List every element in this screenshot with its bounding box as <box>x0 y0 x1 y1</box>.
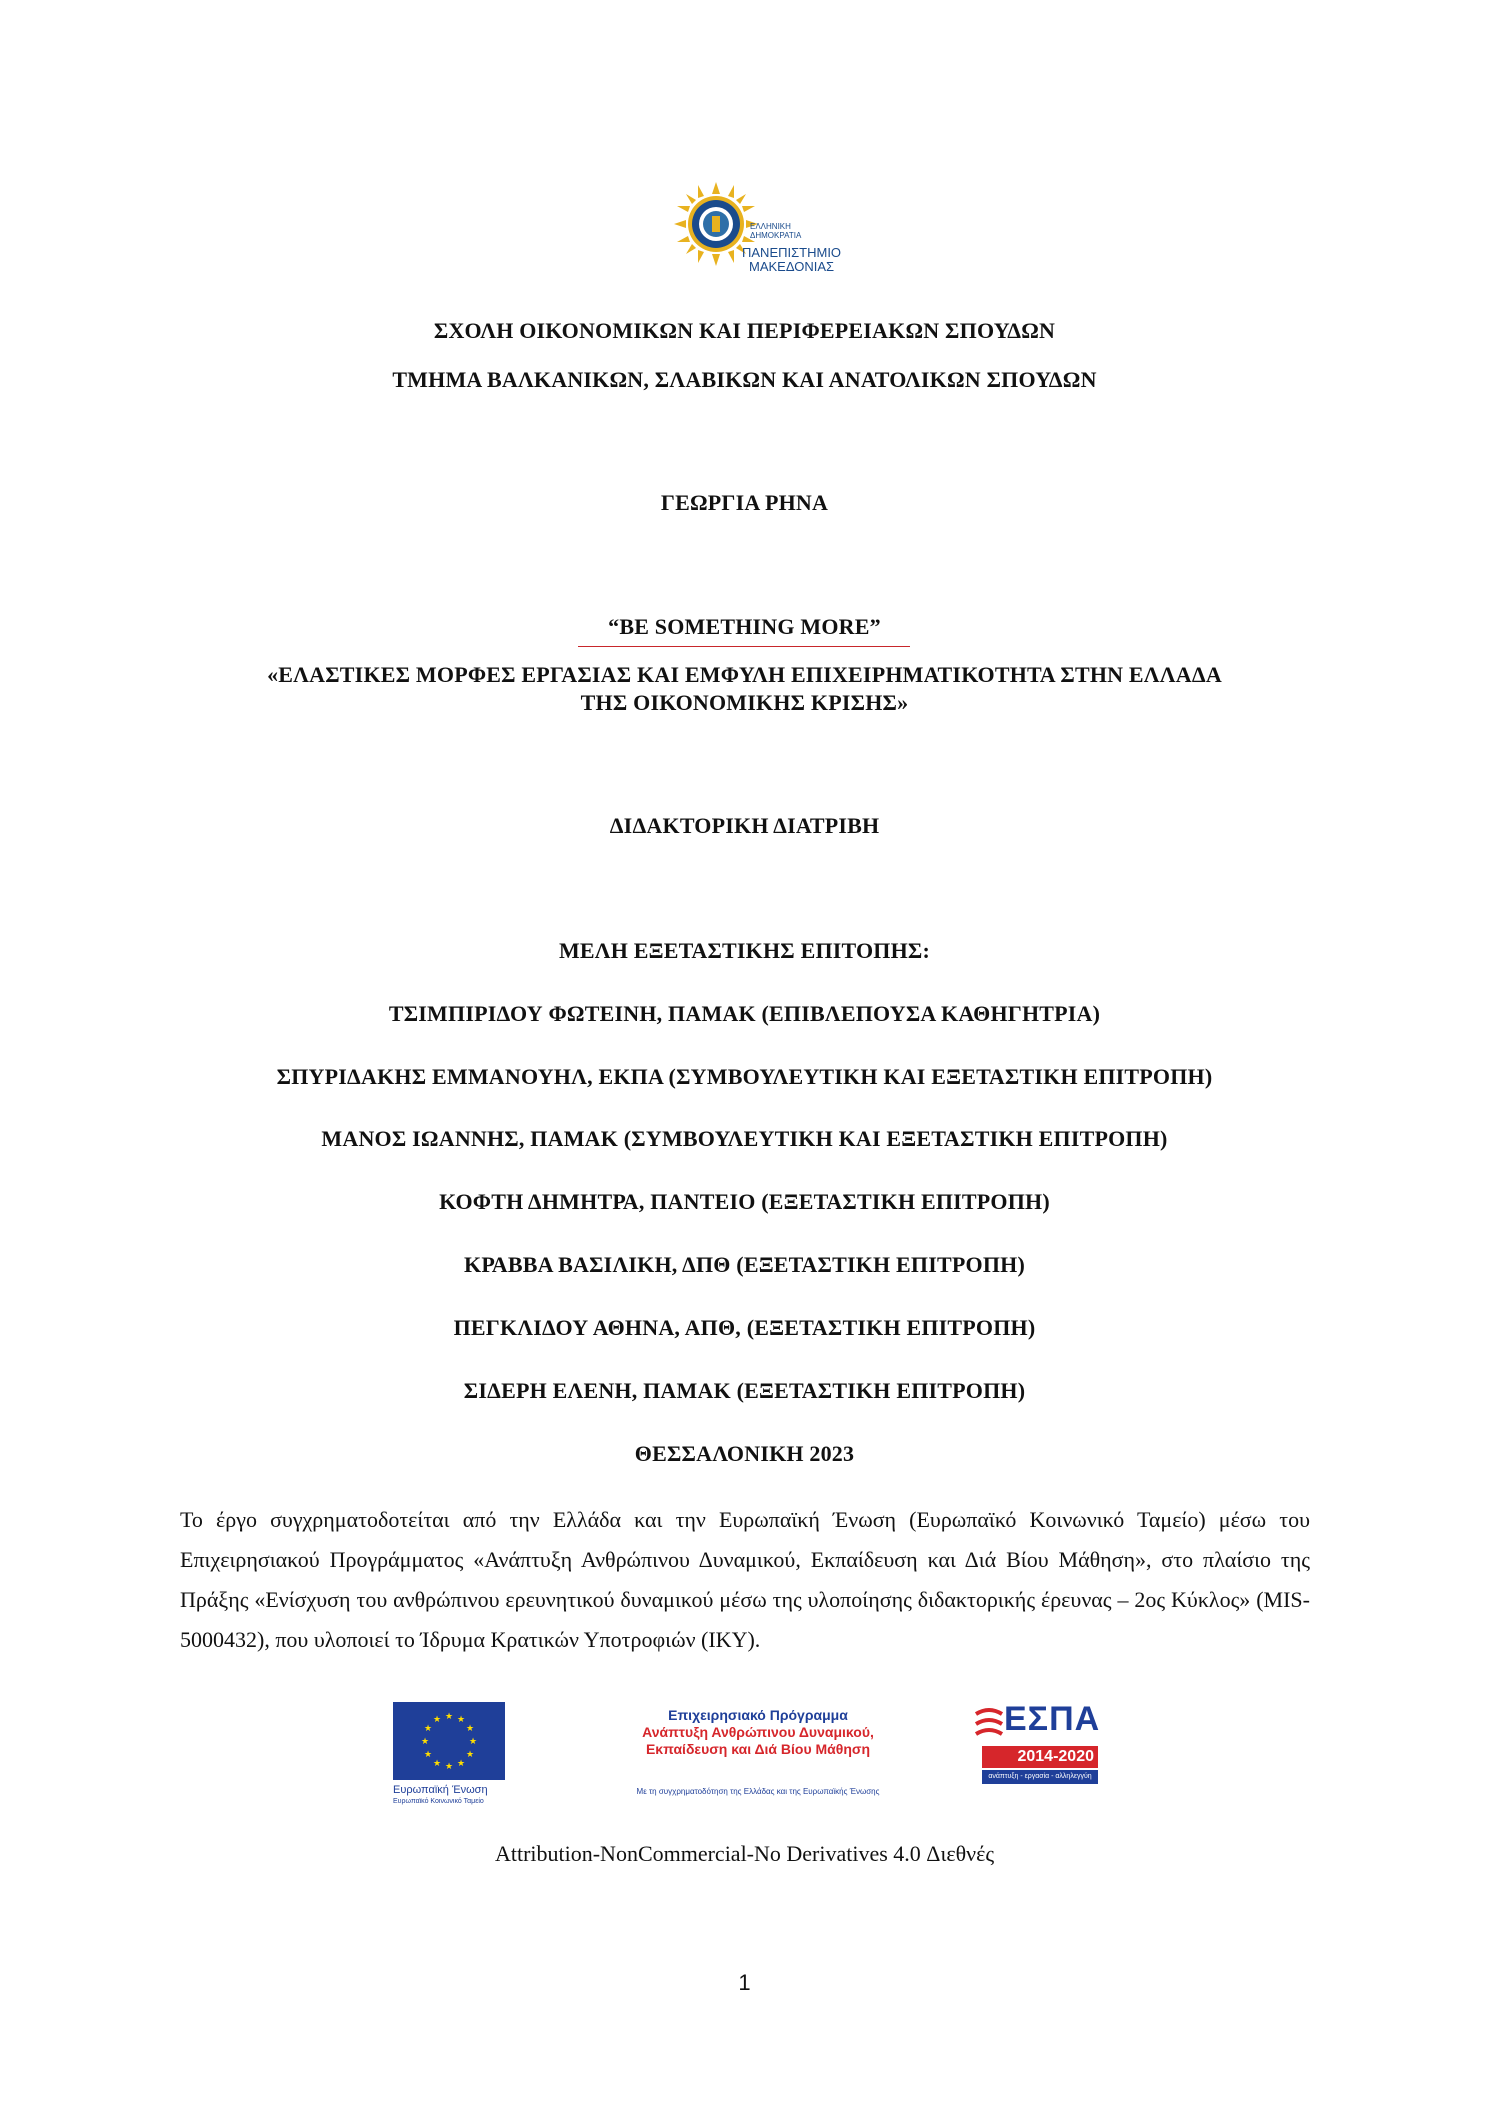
committee-member: ΚΟΦΤΗ ΔΗΜΗΤΡΑ, ΠΑΝΤΕΙΟ (ΕΞΕΤΑΣΤΙΚΗ ΕΠΙΤΡΟΠΗ) <box>439 1189 1050 1214</box>
motto: “BE SOMETHING MORE” <box>608 614 881 639</box>
author-name: ΓΕΩΡΓΙΑ ΡΗΝΑ <box>660 490 829 515</box>
thesis-title-line-1: «ΕΛΑΣΤΙΚΕΣ ΜΟΡΦΕΣ ΕΡΓΑΣΙΑΣ ΚΑΙ ΕΜΦΥΛΗ ΕΠΙΧΕΙΡΗΜΑΤΙΚΟΤΗΤΑ ΣΤΗΝ ΕΛΛΑΔΑ <box>267 662 1222 687</box>
eu-logo <box>393 1702 508 1812</box>
uni-logo-name: ΠΑΝΕΠΙΣΤΗΜΙΟ ΜΑΚΕΔΟΝΙΑΣ <box>742 245 842 274</box>
espa-years: 2014-2020 <box>982 1746 1098 1768</box>
svg-text:★: ★ <box>423 1724 433 1734</box>
committee-member: ΣΙΔΕΡΗ ΕΛΕΝΗ, ΠΑΜΑΚ (ΕΞΕΤΑΣΤΙΚΗ ΕΠΙΤΡΟΠΗ) <box>463 1378 1026 1403</box>
page-number: 1 <box>738 1970 751 1995</box>
committee-member: ΜΑΝΟΣ ΙΩΑΝΝΗΣ, ΠΑΜΑΚ (ΣΥΜΒΟΥΛΕΥΤΙΚΗ ΚΑΙ ΕΞΕΤΑΣΤΙΚΗ ΕΠΙΤΡΟΠΗ) <box>321 1126 1168 1151</box>
university-logo <box>672 180 842 280</box>
motto-underline <box>578 646 910 647</box>
committee-member: ΣΠΥΡΙΔΑΚΗΣ ΕΜΜΑΝΟΥΗΛ, ΕΚΠΑ (ΣΥΜΒΟΥΛΕΥΤΙΚΗ ΚΑΙ ΕΞΕΤΑΣΤΙΚΗ ΕΠΙΤΡΟΠΗ) <box>276 1064 1213 1089</box>
operational-programme-logo <box>583 1707 933 1802</box>
svg-text:★: ★ <box>456 1715 466 1725</box>
espa-stripes-icon <box>974 1706 1004 1746</box>
svg-text:★: ★ <box>465 1724 475 1734</box>
eu-flag-icon <box>393 1702 505 1780</box>
license-text: Attribution-NonCommercial-No Derivatives 4.0 Διεθνές <box>494 1841 995 1866</box>
committee-member: ΤΣΙΜΠΙΡΙΔΟΥ ΦΩΤΕΙΝΗ, ΠΑΜΑΚ (ΕΠΙΒΛΕΠΟΥΣΑ ΚΑΘΗΓΗΤΡΙΑ) <box>388 1001 1101 1026</box>
svg-text:★: ★ <box>456 1759 466 1769</box>
svg-text:★: ★ <box>420 1737 430 1747</box>
committee-member: ΠΕΓΚΛΙΔΟΥ ΑΘΗΝΑ, ΑΠΘ, (ΕΞΕΤΑΣΤΙΚΗ ΕΠΙΤΡΟΠΗ) <box>453 1315 1036 1340</box>
document-type: ΔΙΔΑΚΤΟΡΙΚΗ ΔΙΑΤΡΙΒΗ <box>609 813 880 838</box>
espa-logo <box>974 1700 1100 1794</box>
department-name: ΤΜΗΜΑ ΒΑΛΚΑΝΙΚΩΝ, ΣΛΑΒΙΚΩΝ ΚΑΙ ΑΝΑΤΟΛΙΚΩΝ ΣΠΟΥΔΩΝ <box>392 367 1097 392</box>
programme-title: Επιχειρησιακό Πρόγραμμα <box>668 1707 848 1723</box>
funding-statement: Το έργο συγχρηματοδοτείται από την Ελλάδα και την Ευρωπαϊκή Ένωση (Ευρωπαϊκό Κοινωνικό Ταμείο) μέσω του Επιχειρησιακού Προγράμματος «Ανάπτυξη Ανθρώπινου Δυναμικού, Εκπαίδευση και Διά Βίου Μάθηση», στο πλαίσιο της Πράξης «Ενίσχυση του ανθρώπινου ερευνητικού δυναμικού μέσω της υλοποίησης διδακτορικής έρευνας – 2ος Κύκλος» (MIS-5000432), που υλοποιεί το Ίδρυμα Κρατικών Υποτροφιών (ΙΚΥ). <box>180 1507 1310 1652</box>
espa-slogan: ανάπτυξη - εργασία - αλληλεγγύη <box>982 1770 1098 1784</box>
svg-text:★: ★ <box>444 1762 454 1772</box>
svg-text:★: ★ <box>423 1750 433 1760</box>
svg-text:★: ★ <box>432 1759 442 1769</box>
committee-member: ΚΡΑΒΒΑ ΒΑΣΙΛΙΚΗ, ΔΠΘ (ΕΞΕΤΑΣΤΙΚΗ ΕΠΙΤΡΟΠΗ) <box>464 1252 1025 1277</box>
committee-heading: ΜΕΛΗ ΕΞΕΤΑΣΤΙΚΗΣ ΕΠΙΤΟΠΗΣ: <box>558 938 931 963</box>
svg-text:★: ★ <box>432 1715 442 1725</box>
school-name: ΣΧΟΛΗ ΟΙΚΟΝΟΜΙΚΩΝ ΚΑΙ ΠΕΡΙΦΕΡΕΙΑΚΩΝ ΣΠΟΥΔΩΝ <box>433 318 1056 343</box>
programme-subtitle: Ανάπτυξη Ανθρώπινου Δυναμικού, Εκπαίδευση και Διά Βίου Μάθηση <box>642 1724 874 1757</box>
eu-label: Ευρωπαϊκή Ένωση <box>393 1784 488 1796</box>
eu-sublabel: Ευρωπαϊκό Κοινωνικό Ταμείο <box>393 1798 484 1805</box>
thesis-title-line-2: ΤΗΣ ΟΙΚΟΝΟΜΙΚΗΣ ΚΡΙΣΗΣ» <box>580 690 909 715</box>
espa-name: ΕΣΠΑ <box>1004 1700 1101 1738</box>
svg-text:★: ★ <box>468 1737 478 1747</box>
svg-text:★: ★ <box>465 1750 475 1760</box>
svg-text:★: ★ <box>444 1712 454 1722</box>
place-year: ΘΕΣΣΑΛΟΝΙΚΗ 2023 <box>634 1441 855 1466</box>
programme-footer: Με τη συγχρηματοδότηση της Ελλάδας και της Ευρωπαϊκής Ένωσης <box>636 1787 880 1796</box>
uni-logo-small-text: ΕΛΛΗΝΙΚΗ ΔΗΜΟΚΡΑΤΙΑ <box>750 222 802 240</box>
